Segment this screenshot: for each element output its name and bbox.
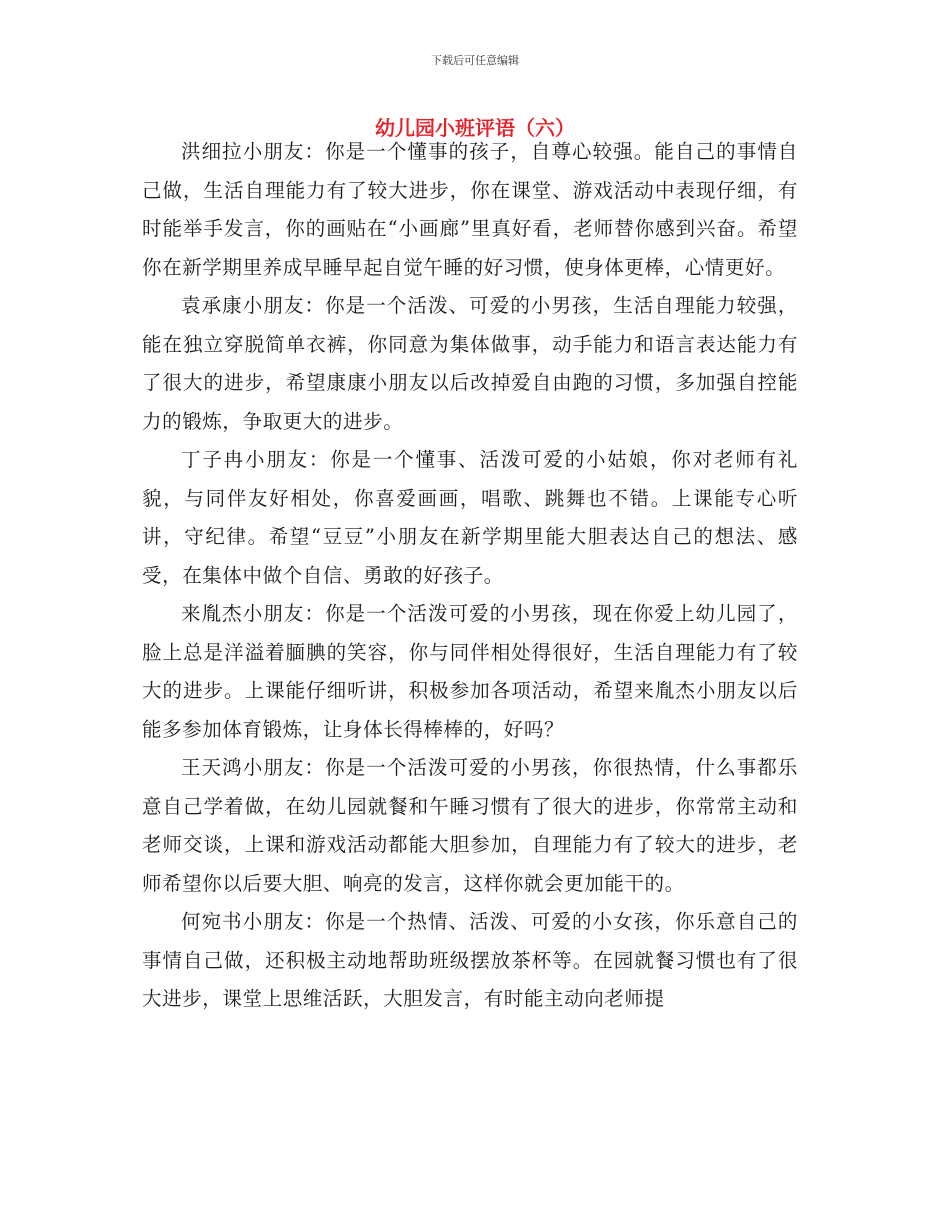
comment-paragraph: 袁承康小朋友：你是一个活泼、可爱的小男孩，生活自理能力较强，能在独立穿脱简单衣裤，你同意为集体做事，动手能力和语言表达能力有了很大的进步，希望康康小朋友以后改掉爱自由跑的习惯，多加强自控能力的锻炼，争取更大的进步。 (142, 294, 798, 433)
comment-paragraph: 何宛书小朋友：你是一个热情、活泼、可爱的小女孩，你乐意自己的事情自己做，还积极主动地帮助班级摆放茶杯等。在园就餐习惯也有了很大进步，课堂上思维活跃，大胆发言，有时能主动向老师提 (142, 910, 798, 1010)
document-title: 幼儿园小班评语（六） (375, 116, 575, 140)
page-header: 下载后可任意编辑 (431, 54, 519, 67)
comment-paragraph: 洪细拉小朋友：你是一个懂事的孩子，自尊心较强。能自己的事情自己做，生活自理能力有了较大进步，你在课堂、游戏活动中表现仔细，有时能举手发言，你的画贴在“小画廊”里真好看，老师替你感到兴奋。希望你在新学期里养成早睡早起自觉午睡的好习惯，使身体更棒，心情更好。 (142, 140, 798, 279)
document-body (142, 133, 798, 1019)
comment-paragraph: 来胤杰小朋友：你是一个活泼可爱的小男孩，现在你爱上幼儿园了，脸上总是洋溢着腼腆的笑容，你与同伴相处得很好，生活自理能力有了较大的进步。上课能仔细听讲，积极参加各项活动，希望来胤杰小朋友以后能多参加体育锻炼，让身体长得棒棒的，好吗？ (142, 602, 798, 741)
comment-paragraph: 王天鸿小朋友：你是一个活泼可爱的小男孩，你很热情，什么事都乐意自己学着做，在幼儿园就餐和午睡习惯有了很大的进步，你常常主动和老师交谈，上课和游戏活动都能大胆参加，自理能力有了较大的进步，老师希望你以后要大胆、响亮的发言，这样你就会更加能干的。 (142, 756, 798, 895)
comment-paragraph: 丁子冉小朋友：你是一个懂事、活泼可爱的小姑娘，你对老师有礼貌，与同伴友好相处，你喜爱画画，唱歌、跳舞也不错。上课能专心听讲，守纪律。希望“豆豆”小朋友在新学期里能大胆表达自己的想法、感受，在集体中做个自信、勇敢的好孩子。 (142, 448, 798, 587)
